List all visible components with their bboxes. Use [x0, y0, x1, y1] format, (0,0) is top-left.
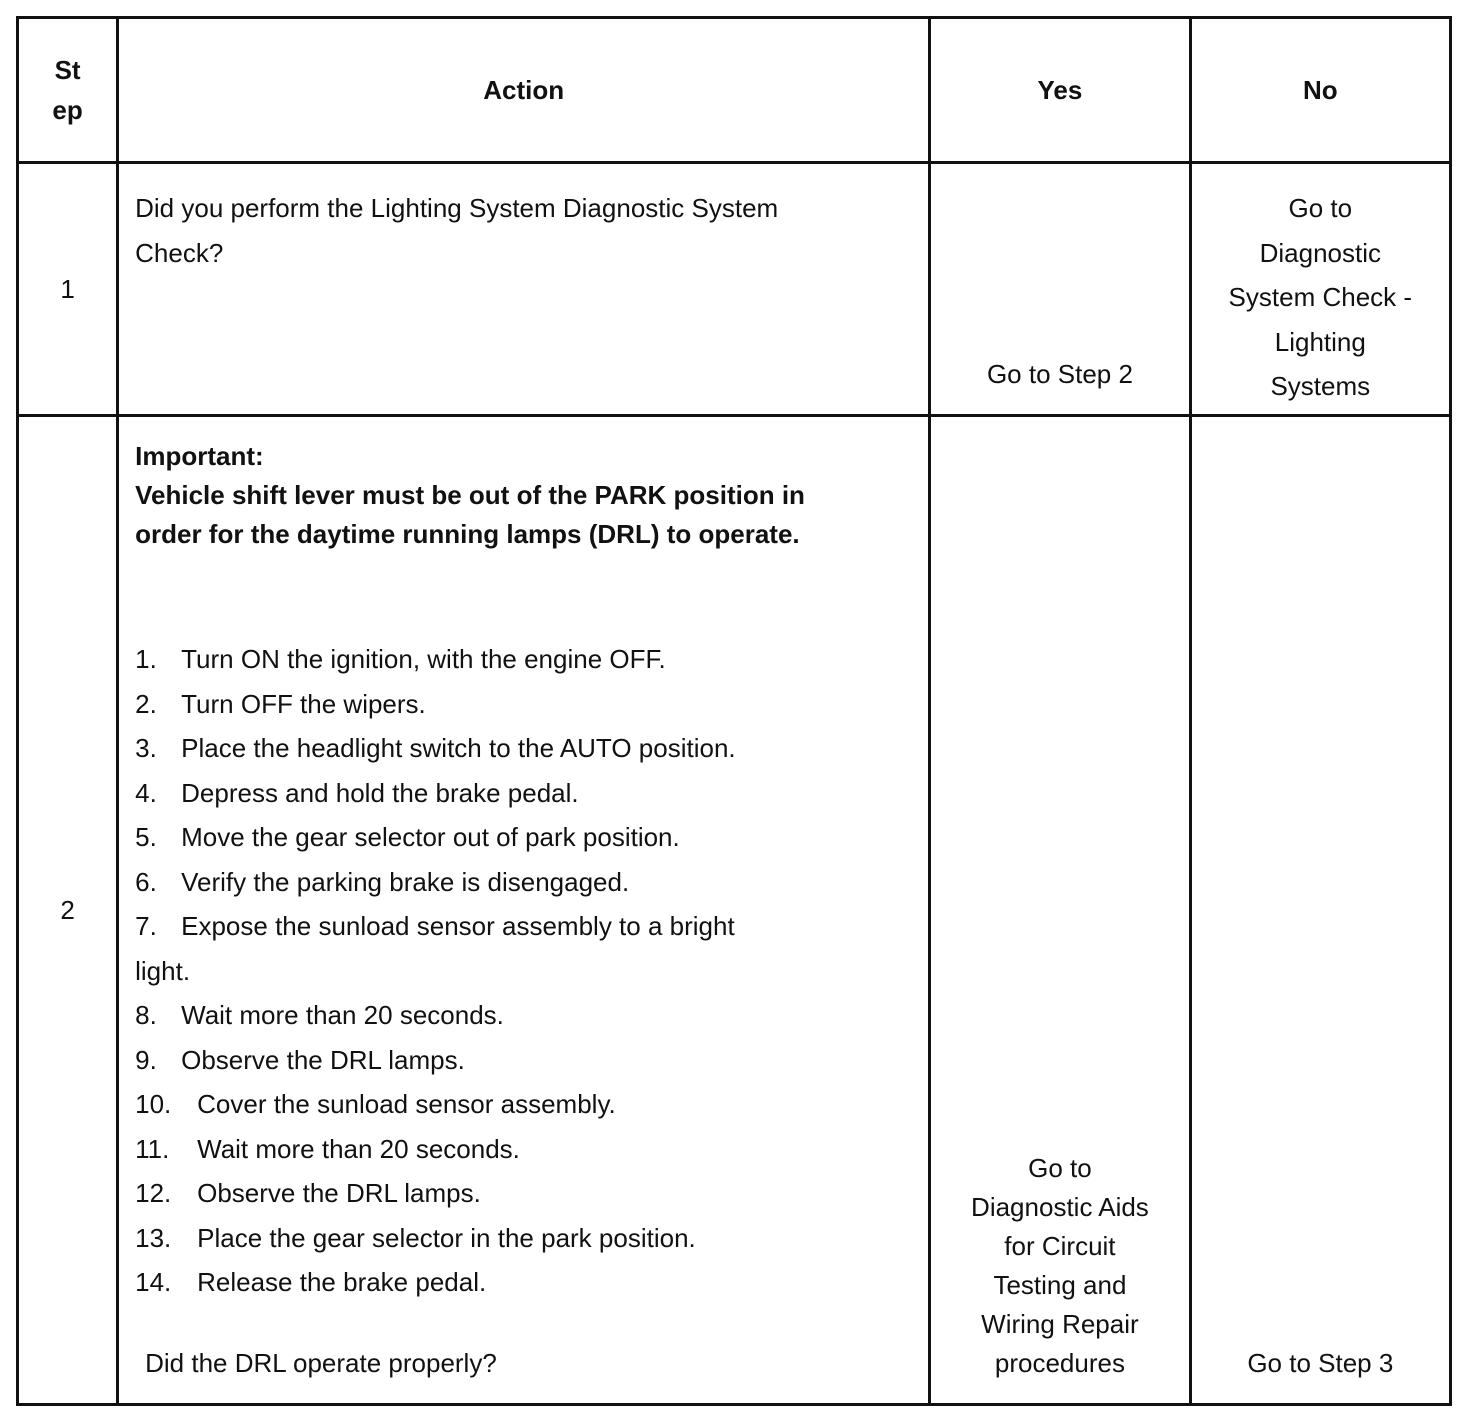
- header-action: Action: [118, 18, 930, 163]
- action-text-line: Did you perform the Lighting System Diagnostic System: [135, 193, 779, 224]
- action-cell: [118, 163, 930, 416]
- step-index: 14.: [135, 1267, 172, 1298]
- no-text-line: Systems: [1270, 371, 1371, 402]
- yes-text-line: Wiring Repair: [981, 1309, 1139, 1339]
- step-index: 5.: [135, 822, 157, 853]
- step-index: 3.: [135, 733, 157, 764]
- no-text-line: Go to: [1288, 193, 1353, 224]
- step-index: 12.: [135, 1178, 172, 1209]
- step-index: 7.: [135, 911, 157, 942]
- header-row: [18, 18, 1451, 163]
- step-text: Release the brake pedal.: [197, 1267, 487, 1298]
- step-text: Move the gear selector out of park position.: [181, 822, 680, 853]
- step-index: 9.: [135, 1044, 157, 1075]
- procedure-step: [135, 726, 912, 771]
- step-text: Turn OFF the wipers.: [181, 688, 426, 719]
- action-text-line: Check?: [135, 238, 224, 269]
- no-text-line: Diagnostic: [1259, 237, 1381, 268]
- step-index: 13.: [135, 1222, 172, 1253]
- step-text: Verify the parking brake is disengaged.: [181, 866, 630, 897]
- yes-cell: [930, 163, 1190, 416]
- procedure-steps: [135, 637, 912, 1305]
- step-index: 8.: [135, 1000, 157, 1031]
- yes-text-block: [931, 1149, 1188, 1383]
- procedure-step: [135, 1082, 912, 1127]
- header-no: No: [1190, 18, 1450, 163]
- header-step-line: ep: [52, 95, 83, 126]
- no-cell: [1190, 416, 1450, 1405]
- step-text: Expose the sunload sensor assembly to a bright: [181, 911, 735, 942]
- procedure-step: [135, 1038, 912, 1083]
- step-index: 4.: [135, 777, 157, 808]
- yes-text: Go to Step 2: [986, 359, 1133, 390]
- no-text: Go to Step 3: [1247, 1348, 1394, 1378]
- procedure-step-continuation: light.: [135, 955, 191, 986]
- step-text: Wait more than 20 seconds.: [197, 1133, 520, 1164]
- yes-text-line: Testing and: [993, 1270, 1127, 1300]
- no-cell: [1190, 163, 1450, 416]
- step-text: Cover the sunload sensor assembly.: [197, 1089, 616, 1120]
- procedure-step: [135, 860, 912, 905]
- yes-text-line: procedures: [994, 1348, 1125, 1378]
- step-number: 1: [18, 163, 118, 416]
- yes-cell: [930, 416, 1190, 1405]
- procedure-step: [135, 1216, 912, 1261]
- procedure-step: [135, 1127, 912, 1172]
- header-yes: Yes: [930, 18, 1190, 163]
- procedure-step: [135, 771, 912, 816]
- important-line: Important:: [135, 441, 264, 472]
- step-text: Place the headlight switch to the AUTO position.: [181, 733, 736, 764]
- procedure-step: [135, 682, 912, 727]
- procedure-step: [135, 1260, 912, 1305]
- important-line: order for the daytime running lamps (DRL) to operate.: [135, 519, 800, 550]
- step-text: Observe the DRL lamps.: [197, 1178, 481, 1209]
- question-text: Did the DRL operate properly?: [145, 1348, 497, 1378]
- step-text: Place the gear selector in the park position.: [197, 1222, 696, 1253]
- step-index: 11.: [135, 1133, 170, 1164]
- header-step-line: St: [54, 55, 81, 86]
- step-index: 2.: [135, 688, 157, 719]
- step-text: Turn ON the ignition, with the engine OFF.: [181, 644, 666, 675]
- yes-text-line: Diagnostic Aids: [971, 1192, 1149, 1222]
- table-row: [18, 163, 1451, 416]
- step-number: 2: [18, 416, 118, 1405]
- procedure-step: [135, 904, 912, 949]
- step-index: 10.: [135, 1089, 172, 1120]
- step-text: Observe the DRL lamps.: [181, 1044, 465, 1075]
- yes-text-line: Go to: [1028, 1153, 1092, 1183]
- step-index: 6.: [135, 866, 157, 897]
- action-cell: [118, 416, 930, 1405]
- step-text: Depress and hold the brake pedal.: [181, 777, 579, 808]
- header-step: [18, 18, 118, 163]
- procedure-step: [135, 815, 912, 860]
- table-row: [18, 416, 1451, 1405]
- procedure-step: [135, 1171, 912, 1216]
- no-text-line: Lighting: [1274, 326, 1366, 357]
- important-line: Vehicle shift lever must be out of the PARK position in: [135, 480, 805, 511]
- diagnostic-table: [16, 16, 1452, 1406]
- step-text: Wait more than 20 seconds.: [181, 1000, 504, 1031]
- important-note: [135, 437, 912, 554]
- yes-text-line: for Circuit: [1004, 1231, 1116, 1261]
- no-text-line: System Check -: [1228, 282, 1413, 313]
- procedure-step: [135, 993, 912, 1038]
- procedure-step: [135, 637, 912, 682]
- step-index: 1.: [135, 644, 157, 675]
